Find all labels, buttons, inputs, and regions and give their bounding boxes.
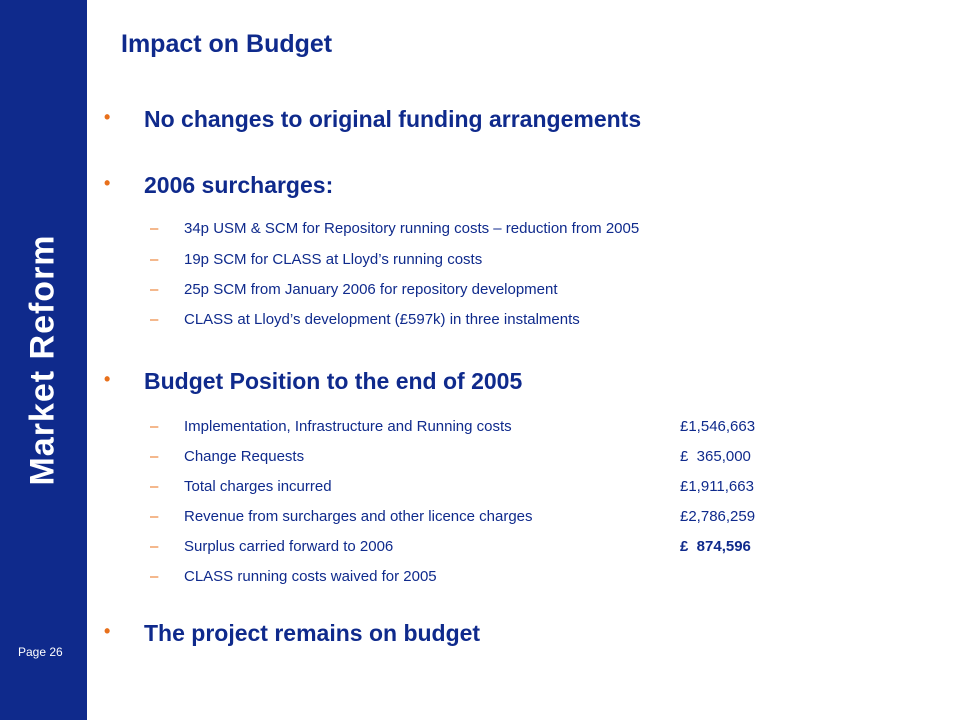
sub-item-text: 25p SCM from January 2006 for repository development (184, 281, 558, 298)
dash-icon: – (150, 220, 159, 237)
sub-item (150, 281, 558, 298)
budget-row (150, 508, 756, 525)
sidebar (0, 0, 87, 720)
dash-icon: – (150, 508, 159, 525)
bullet-budget-position (104, 368, 522, 395)
sub-item-text: 19p SCM for CLASS at Lloyd’s running costs (184, 251, 483, 268)
bullet-text: No changes to original funding arrangements (144, 106, 642, 132)
dash-icon: – (150, 281, 159, 298)
bullet-dot-icon: • (104, 173, 111, 193)
sub-item-text: 34p USM & SCM for Repository running costs – reduction from 2005 (184, 220, 640, 237)
dash-icon: – (150, 448, 159, 465)
budget-row-label: Change Requests (184, 448, 305, 465)
slide-title: Impact on Budget (121, 30, 333, 58)
budget-row (150, 568, 437, 585)
budget-row (150, 418, 756, 435)
budget-row-label: CLASS running costs waived for 2005 (184, 568, 437, 585)
dash-icon: – (150, 311, 159, 328)
dash-icon: – (150, 538, 159, 555)
dash-icon: – (150, 418, 159, 435)
budget-row-label: Total charges incurred (184, 478, 332, 495)
budget-row (150, 478, 754, 495)
budget-row (150, 448, 751, 465)
dash-icon: – (150, 568, 159, 585)
budget-row-amount: £ 874,596 (680, 538, 751, 555)
budget-row (150, 538, 751, 555)
bullet-on-budget (104, 620, 480, 647)
budget-row-label: Revenue from surcharges and other licence charges (184, 508, 533, 525)
sidebar-title: Market Reform (23, 234, 62, 486)
bullet-dot-icon: • (104, 621, 111, 641)
bullet-text: Budget Position to the end of 2005 (144, 368, 523, 394)
budget-row-label: Surplus carried forward to 2006 (184, 538, 394, 555)
dash-icon: – (150, 251, 159, 268)
budget-row-amount: £1,911,663 (680, 478, 754, 495)
budget-row-amount: £2,786,259 (680, 508, 756, 525)
bullet-dot-icon: • (104, 369, 111, 389)
sub-item-text: CLASS at Lloyd’s development (£597k) in three instalments (184, 311, 580, 328)
sub-item (150, 251, 482, 268)
budget-row-amount: £ 365,000 (680, 448, 751, 465)
page-number: Page 26 (18, 645, 63, 659)
budget-row-amount: £1,546,663 (680, 418, 756, 435)
budget-row-label: Implementation, Infrastructure and Running costs (184, 418, 512, 435)
bullet-text: 2006 surcharges: (144, 172, 334, 198)
sub-item (150, 220, 639, 237)
bullet-funding (104, 106, 641, 133)
bullet-dot-icon: • (104, 107, 111, 127)
bullet-surcharges (104, 172, 333, 199)
bullet-text: The project remains on budget (144, 620, 481, 646)
sub-item (150, 311, 580, 328)
dash-icon: – (150, 478, 159, 495)
